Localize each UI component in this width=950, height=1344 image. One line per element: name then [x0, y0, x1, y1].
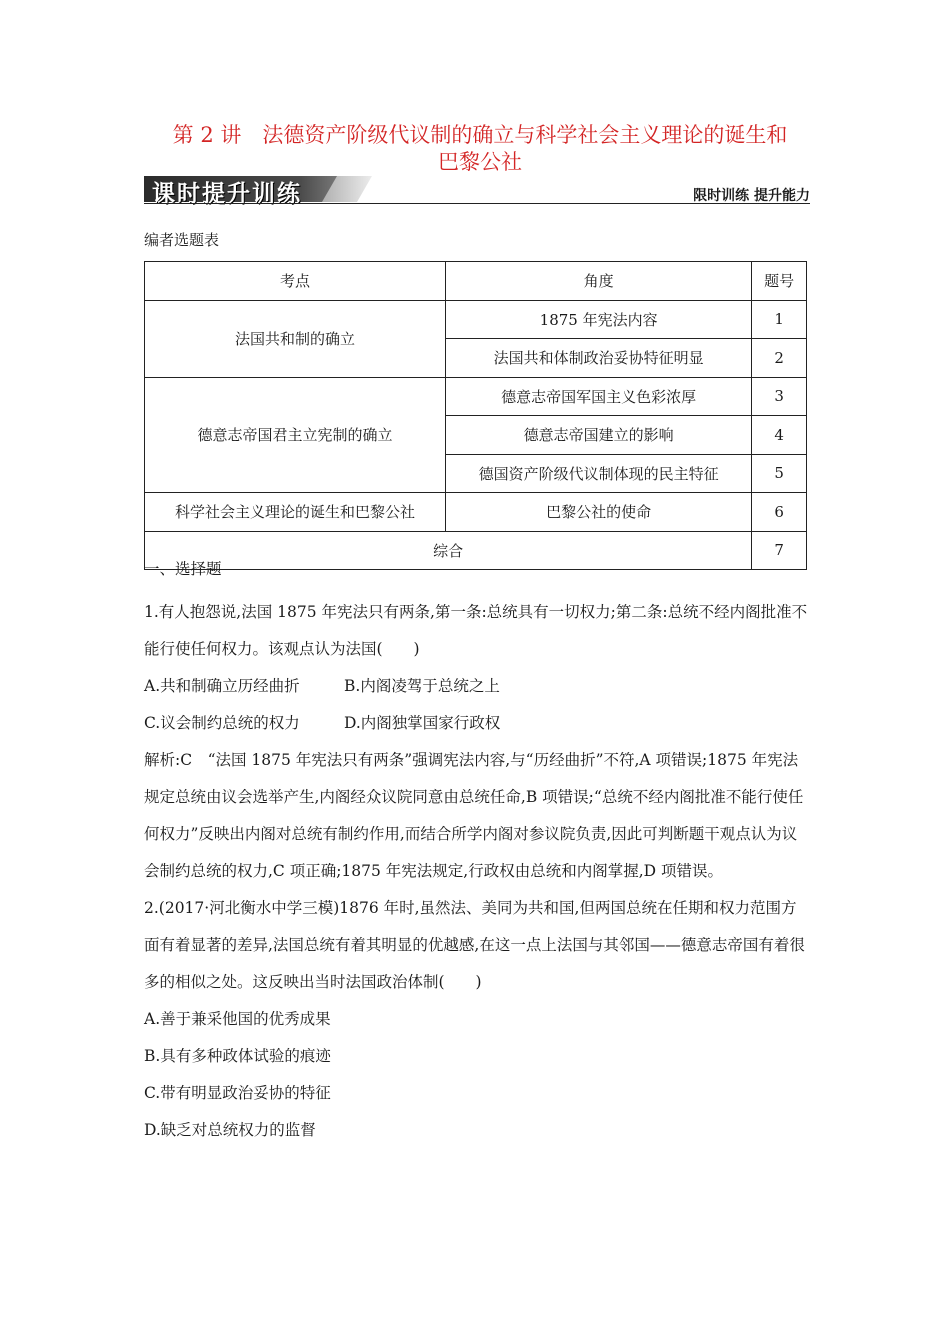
num-cell: 2 — [752, 339, 807, 378]
section-heading: 一、选择题 — [144, 560, 222, 578]
option-a: A.共和制确立历经曲折 — [144, 677, 300, 695]
angle-cell: 德国资产阶级代议制体现的民主特征 — [446, 454, 752, 493]
banner-subtitle: 限时训练 提升能力 — [693, 188, 810, 204]
angle-cell: 1875 年宪法内容 — [446, 300, 752, 339]
num-cell: 3 — [752, 377, 807, 416]
section-banner — [144, 172, 810, 206]
num-cell: 1 — [752, 300, 807, 339]
angle-cell: 德意志帝国建立的影响 — [446, 416, 752, 455]
num-cell: 7 — [752, 531, 807, 570]
num-cell: 4 — [752, 416, 807, 455]
banner-title: 课时提升训练 — [152, 181, 302, 207]
header-cell: 题号 — [752, 262, 807, 301]
option-d: D.内阁独掌国家行政权 — [344, 714, 501, 732]
question-1-options-cd — [144, 705, 808, 742]
page-title — [140, 122, 820, 176]
angle-cell: 巴黎公社的使命 — [446, 493, 752, 532]
table-row — [145, 493, 807, 532]
table-row — [145, 377, 807, 416]
question-content — [144, 558, 808, 1149]
table-header-row — [145, 262, 807, 301]
header-cell: 角度 — [446, 262, 752, 301]
question-1-options-ab — [144, 668, 808, 705]
title-line-2: 巴黎公社 — [438, 150, 522, 174]
option-c: C.带有明显政治妥协的特征 — [144, 1084, 331, 1102]
header-cell: 考点 — [145, 262, 446, 301]
question-1-analysis: 解析:C “法国 1875 年宪法只有两条”强调宪法内容,与“历经曲折”不符,A 项错误;1875 年宪法规定总统由议会选举产生,内阁经众议院同意由总统任命,B 项错误;“总统不经内阁批准不能行使任何权力”反映出内阁对总统有制约作用,而结合所学内阁对参议院负责,因此可判断题干观点认为议会制约总统的权力,C 项正确;1875 年宪法规定,行政权由总统和内阁掌握,D 项错误。 — [144, 751, 804, 880]
question-1-stem: 1.有人抱怨说,法国 1875 年宪法只有两条,第一条:总统具有一切权力;第二条:总统不经内阁批准不能行使任何权力。该观点认为法国( ) — [144, 603, 808, 658]
topic-cell: 法国共和制的确立 — [145, 300, 446, 377]
title-line-1: 第 2 讲 法德资产阶级代议制的确立与科学社会主义理论的诞生和 — [172, 123, 788, 147]
summary-cell: 综合 — [145, 531, 752, 570]
topic-selection-table — [144, 261, 807, 570]
num-cell: 5 — [752, 454, 807, 493]
num-cell: 6 — [752, 493, 807, 532]
option-c: C.议会制约总统的权力 — [144, 714, 300, 732]
table-row — [145, 300, 807, 339]
angle-cell: 法国共和体制政治妥协特征明显 — [446, 339, 752, 378]
option-d: D.缺乏对总统权力的监督 — [144, 1121, 316, 1139]
angle-cell: 德意志帝国军国主义色彩浓厚 — [446, 377, 752, 416]
question-2-stem: 2.(2017·河北衡水中学三模)1876 年时,虽然法、美同为共和国,但两国总统在任期和权力范围方面有着显著的差异,法国总统有着其明显的优越感,在这一点上法国与其邻国——德意志帝国有着很多的相似之处。这反映出当时法国政治体制( ) — [144, 899, 805, 991]
option-a: A.善于兼采他国的优秀成果 — [144, 1010, 331, 1028]
option-b: B.具有多种政体试验的痕迹 — [144, 1047, 331, 1065]
table-label: 编者选题表 — [144, 231, 220, 249]
option-b: B.内阁凌驾于总统之上 — [344, 677, 500, 695]
topic-cell: 德意志帝国君主立宪制的确立 — [145, 377, 446, 493]
topic-cell: 科学社会主义理论的诞生和巴黎公社 — [145, 493, 446, 532]
